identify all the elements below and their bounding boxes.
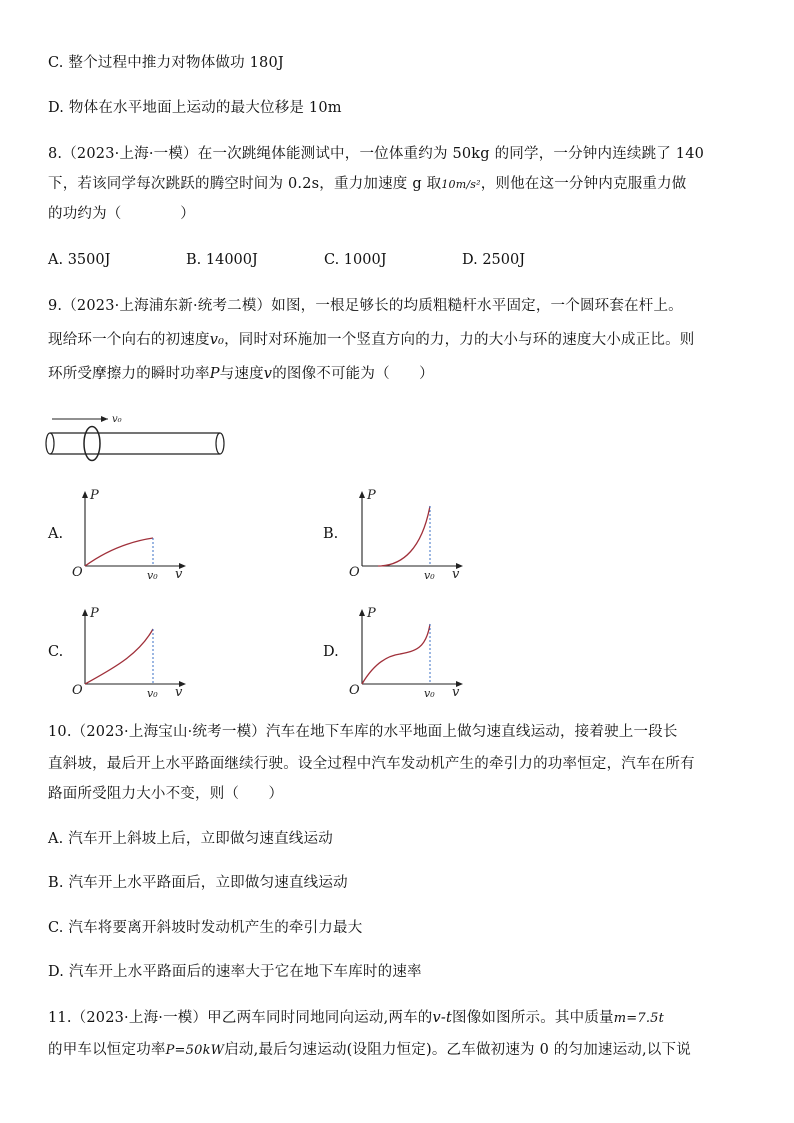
q9-text: 现给环一个向右的初速度	[48, 332, 210, 348]
p-axis-label: P	[90, 606, 99, 621]
graph-b	[345, 486, 475, 586]
q10-stem-line2: 直斜坡，最后开上水平路面继续行驶。设全过程中汽车发动机产生的牵引力的功率恒定，汽车在所有	[48, 756, 695, 772]
v0-tick-label: v₀	[147, 687, 158, 700]
q9-stem-line3	[48, 364, 758, 384]
q8-text: 下，若该同学每次跳跃的腾空时间为 0.2s，重力加速度 g 取	[48, 176, 442, 192]
q8-stem-line2	[48, 174, 758, 195]
p-axis-label: P	[367, 606, 376, 621]
q8-stem-line1: 8.（2023·上海·一模）在一次跳绳体能测试中，一位体重约为 50kg 的同学，一分钟内连续跳了 140	[48, 146, 705, 162]
q9-text: 环所受摩擦力的瞬时功率	[48, 366, 210, 382]
q10-option-b: B. 汽车开上水平路面后，立即做匀速直线运动	[48, 875, 348, 891]
q8-choices	[48, 250, 525, 270]
q10-option-a: A. 汽车开上斜坡上后，立即做匀速直线运动	[48, 831, 333, 847]
v0-tick-label: v₀	[424, 687, 435, 700]
p-v-curve	[362, 624, 430, 684]
y-axis-arrowhead	[82, 491, 88, 498]
graph-c-label: C.	[48, 644, 64, 660]
graph-a	[68, 486, 198, 586]
q9-v-symbol: v	[263, 366, 273, 382]
v-axis-label: v	[175, 685, 183, 700]
q10-option-c: C. 汽车将要离开斜坡时发动机产生的牵引力最大	[48, 920, 363, 936]
q11-power: P=50kW	[165, 1043, 225, 1058]
v-axis-label: v	[175, 567, 183, 582]
q8-choice-a: A. 3500J	[48, 252, 111, 268]
q11-mass: m=7.5t	[613, 1011, 665, 1026]
graph-d-label: D.	[323, 644, 339, 660]
rod-right-end	[216, 433, 224, 454]
q9-text: ，同时对环施加一个竖直方向的力，力的大小与环的速度大小成正比。则	[224, 332, 695, 348]
p-v-curve	[378, 506, 430, 566]
q9-p-symbol: P	[209, 366, 220, 382]
q9-v0: v₀	[209, 332, 225, 348]
q9-stem-line1: 9.（2023·上海浦东新·统考二模）如图，一根足够长的均质粗糙杆水平固定，一个圆环套在杆上。	[48, 298, 683, 314]
origin-label: O	[72, 683, 83, 698]
q10-stem-line1: 10.（2023·上海宝山·统考一模）汽车在地下车库的水平地面上做匀速直线运动，接着驶上一段长	[48, 724, 678, 740]
origin-label: O	[72, 565, 83, 580]
q7-option-d: D. 物体在水平地面上运动的最大位移是 10m	[48, 100, 342, 116]
p-v-curve	[85, 538, 153, 566]
velocity-arrowhead	[101, 416, 108, 422]
v-axis-label: v	[452, 685, 460, 700]
graph-d	[345, 604, 475, 704]
q11-text: 图像如图所示。其中质量	[452, 1010, 614, 1026]
q8-choice-c: C. 1000J	[324, 252, 387, 268]
q10-stem-line3: 路面所受阻力大小不变，则（ ）	[48, 786, 284, 802]
q11-text: 11.（2023·上海·一模）甲乙两车同时同地同向运动,两车的	[48, 1010, 433, 1026]
q8-unit: 10m/s²	[441, 178, 481, 191]
q8-choice-d: D. 2500J	[462, 252, 526, 268]
q9-stem-line2	[48, 330, 758, 350]
origin-label: O	[349, 683, 360, 698]
y-axis-arrowhead	[359, 609, 365, 616]
graph-a-label: A.	[48, 526, 64, 542]
rod-left-end	[46, 433, 54, 454]
ring	[84, 427, 100, 461]
q8-stem-line3: 的功约为（ ）	[48, 206, 195, 222]
v0-tick-label: v₀	[424, 569, 435, 582]
graph-b-label: B.	[323, 526, 339, 542]
y-axis-arrowhead	[359, 491, 365, 498]
q11-text: 启动,最后匀速运动(设阻力恒定)。乙车做初速为 0 的匀加速运动,以下说	[224, 1042, 691, 1058]
origin-label: O	[349, 565, 360, 580]
p-axis-label: P	[90, 488, 99, 503]
q11-text: 的甲车以恒定功率	[48, 1042, 166, 1058]
q11-stem-line2	[48, 1040, 758, 1061]
q10-option-d: D. 汽车开上水平路面后的速率大于它在地下车库时的速率	[48, 964, 422, 980]
q7-option-c: C. 整个过程中推力对物体做功 180J	[48, 55, 284, 71]
q8-text: ，则他在这一分钟内克服重力做	[480, 176, 687, 192]
v-axis-label: v	[452, 567, 460, 582]
q11-vt: v-t	[432, 1010, 453, 1026]
graph-c	[68, 604, 198, 704]
p-v-curve	[85, 629, 153, 684]
q9-text: 的图像不可能为（ ）	[272, 366, 434, 382]
y-axis-arrowhead	[82, 609, 88, 616]
v0-label: v₀	[112, 414, 122, 425]
q8-choice-b: B. 14000J	[186, 252, 258, 268]
q11-stem-line1	[48, 1008, 758, 1029]
p-axis-label: P	[367, 488, 376, 503]
q9-text: 与速度	[219, 366, 264, 382]
v0-tick-label: v₀	[147, 569, 158, 582]
rod-ring-figure	[40, 405, 240, 465]
